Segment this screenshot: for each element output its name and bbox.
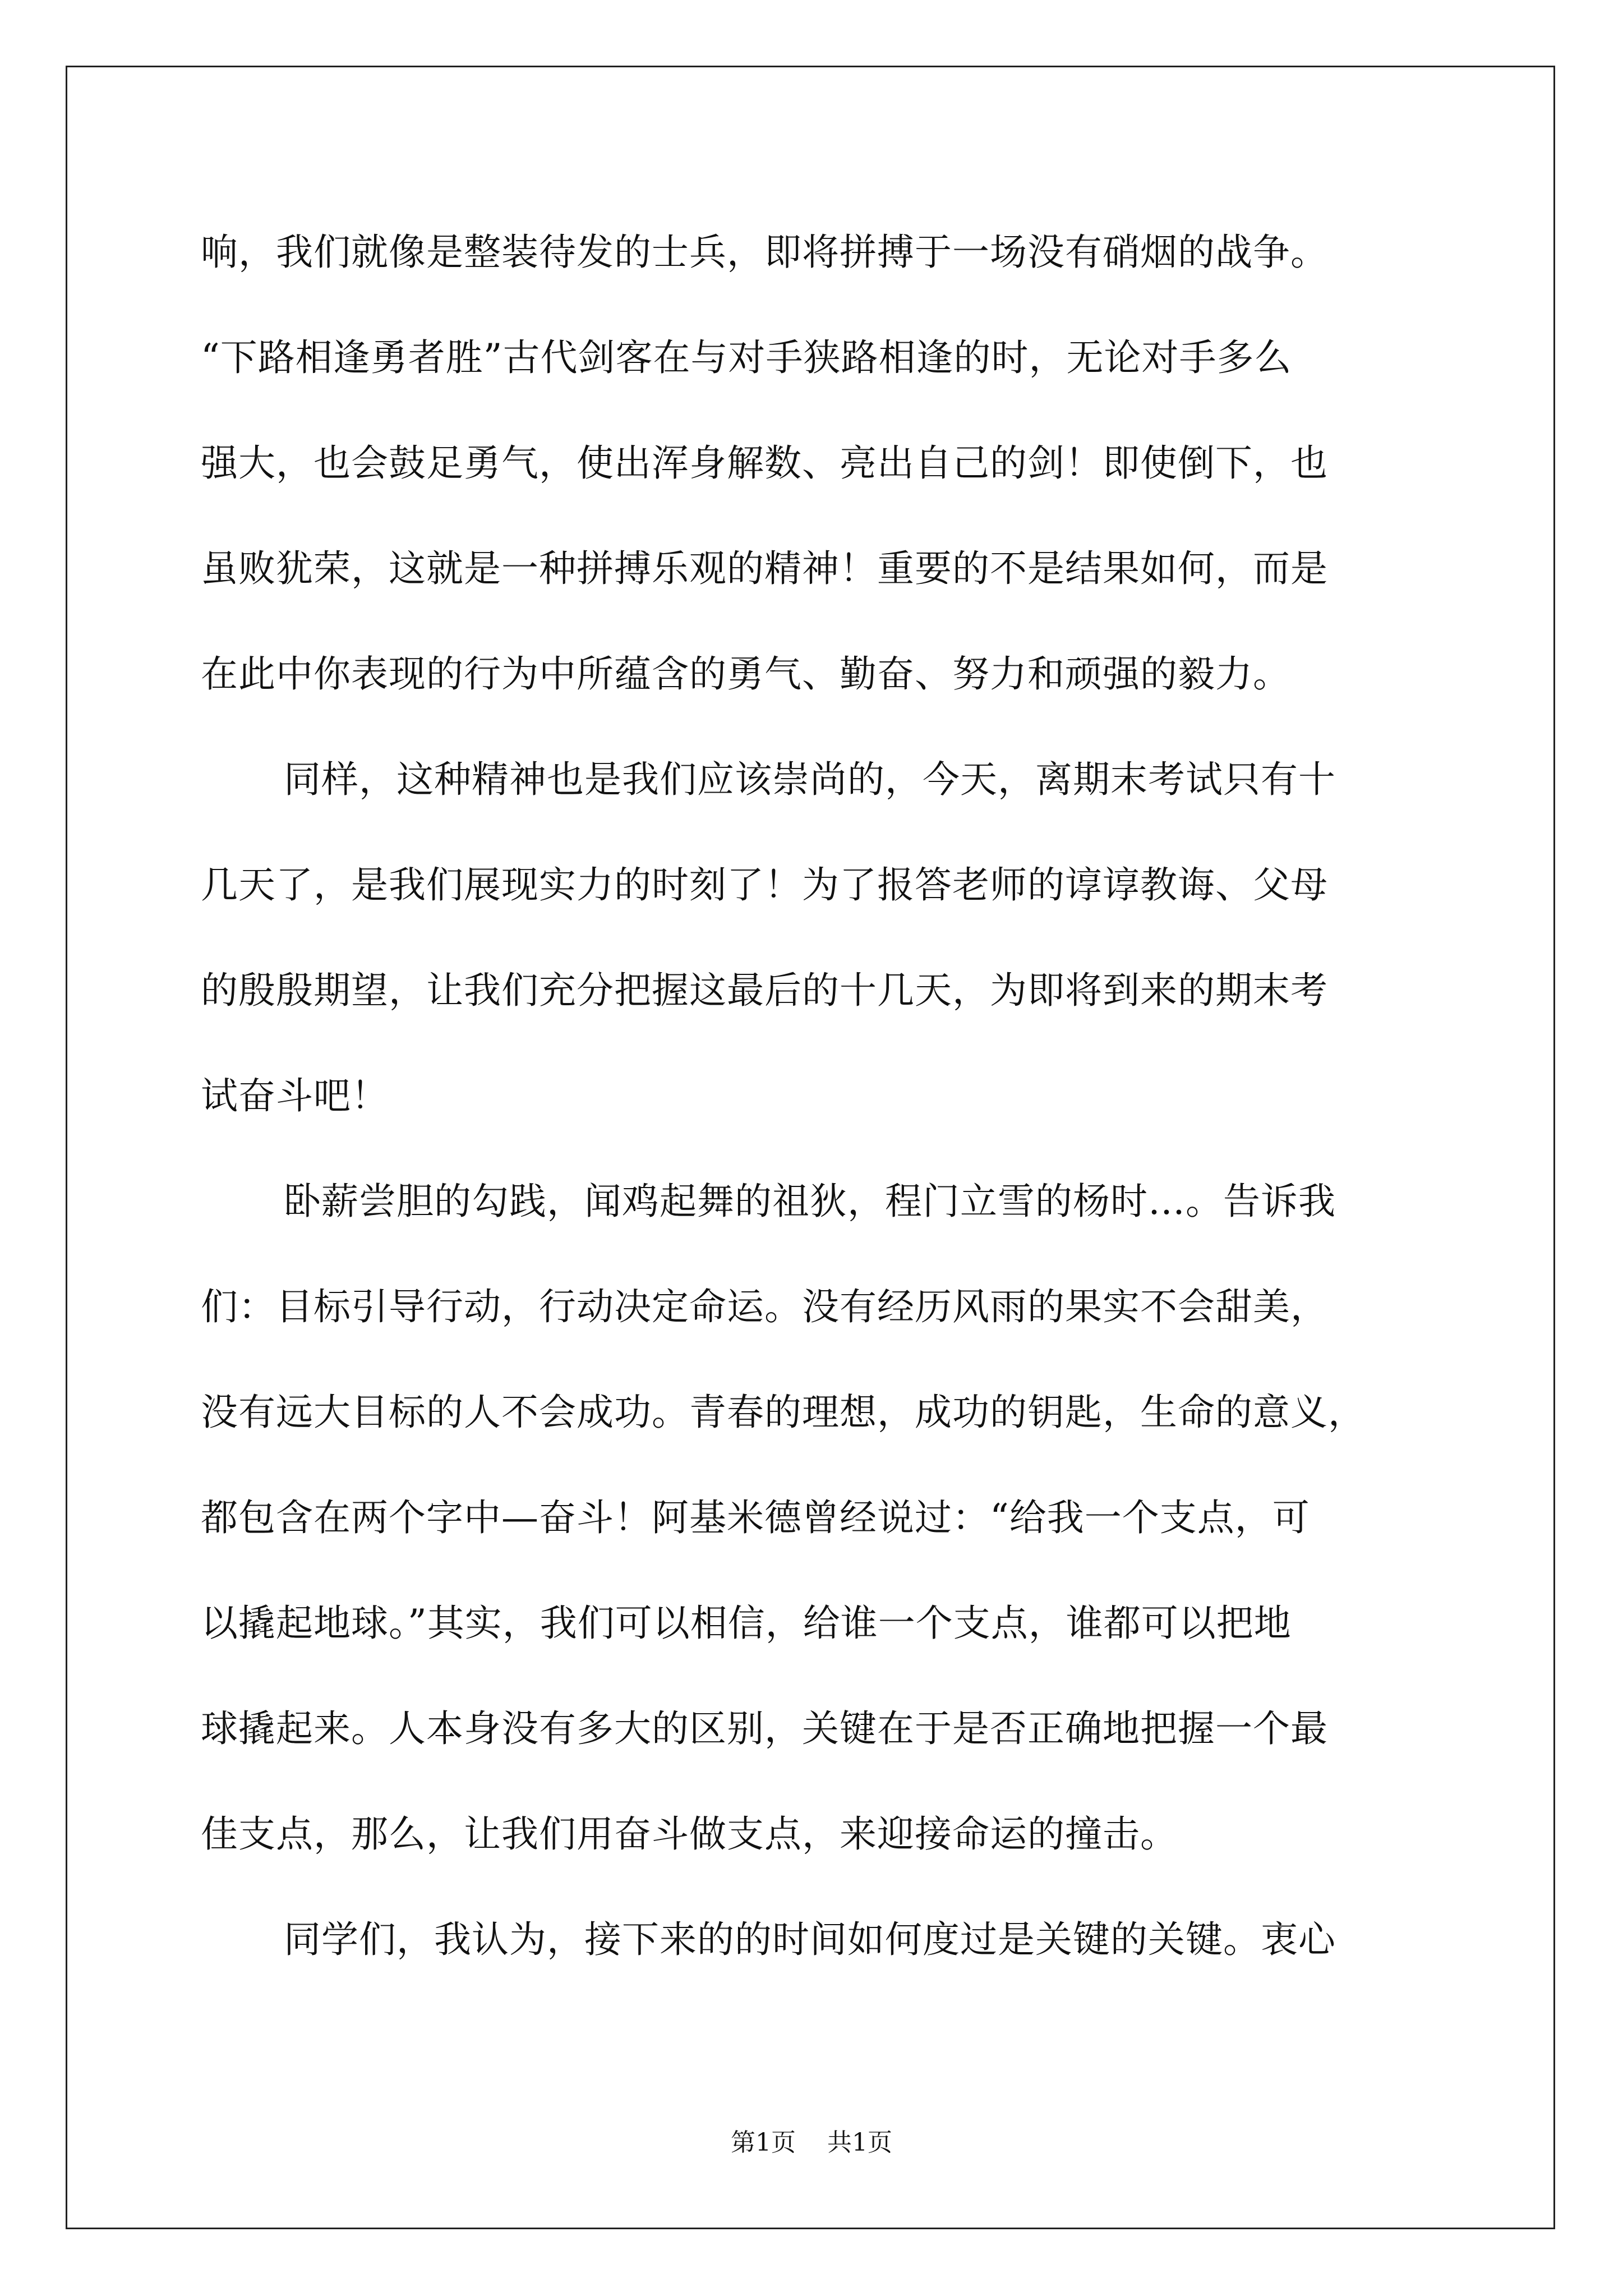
text-line: 在此中你表现的行为中所蕴含的勇气、勤奋、努力和顽强的毅力。 xyxy=(201,652,1290,696)
text-line: 球撬起来。人本身没有多大的区别，关键在于是否正确地把握一个最 xyxy=(201,1707,1328,1750)
text-line: 的殷殷期望，让我们充分把握这最后的十几天，为即将到来的期末考 xyxy=(201,969,1328,1012)
text-line: 强大，也会鼓足勇气，使出浑身解数、亮出自己的剑！即使倒下，也 xyxy=(201,441,1328,485)
paragraph-start-line: 同学们，我认为，接下来的的时间如何度过是关键的关键。衷心 xyxy=(284,1918,1336,1961)
text-line: 佳支点，那么，让我们用奋斗做支点，来迎接命运的撞击。 xyxy=(201,1812,1178,1856)
text-line: “下路相逢勇者胜”古代剑客在与对手狭路相逢的时，无论对手多么 xyxy=(201,336,1292,379)
text-line: 都包含在两个字中—奋斗！阿基米德曾经说过：“给我一个支点，可 xyxy=(201,1496,1310,1539)
text-line: 们：目标引导行动，行动决定命运。没有经历风雨的果实不会甜美， xyxy=(201,1285,1328,1328)
paragraph-start-line: 同样，这种精神也是我们应该崇尚的，今天，离期末考试只有十 xyxy=(284,758,1336,801)
text-line: 响，我们就像是整装待发的士兵，即将拼搏于一场没有硝烟的战争。 xyxy=(201,231,1328,274)
page-footer xyxy=(0,2126,1623,2160)
page-number: 第1页 xyxy=(731,2128,796,2157)
text-line: 试奋斗吧！ xyxy=(201,1074,389,1117)
text-line: 没有远大目标的人不会成功。青春的理想，成功的钥匙，生命的意义， xyxy=(201,1391,1366,1434)
text-line: 虽败犹荣，这就是一种拼搏乐观的精神！重要的不是结果如何，而是 xyxy=(201,547,1328,590)
text-line: 几天了，是我们展现实力的时刻了！为了报答老师的谆谆教诲、父母 xyxy=(201,863,1328,907)
text-line: 以撬起地球。”其实，我们可以相信，给谁一个支点，谁都可以把地 xyxy=(201,1602,1292,1645)
paragraph-start-line: 卧薪尝胆的勾践，闻鸡起舞的祖狄，程门立雪的杨时…。告诉我 xyxy=(284,1180,1336,1223)
page-total: 共1页 xyxy=(827,2128,892,2157)
